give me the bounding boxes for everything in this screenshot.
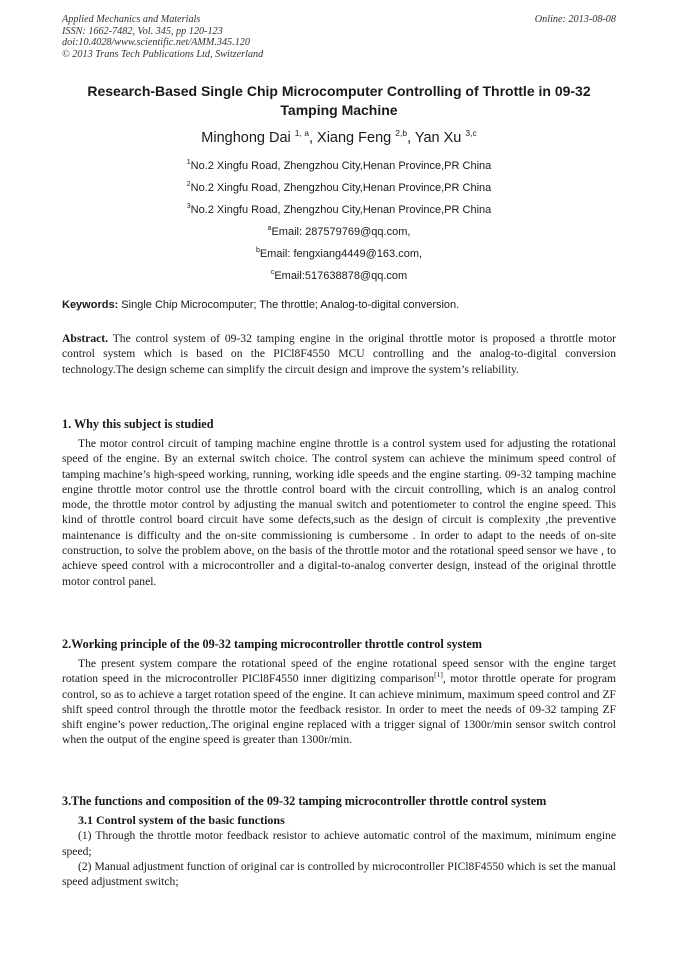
abstract xyxy=(62,331,616,377)
paragraph-text: , motor throttle operate for program control, so as to achieve a target rotation speed of the engine. It can achieve minimum, maximum speed control and ZF shift speed control through the throttle motor the feedback resistor. In order to meet the needs of 09-32 tamping ZF shift engine’s power reduction,.The original engine replaced with a trigger signal of 1300r/min sensor switch control when the output of the engine speed is greater than 1300r/min. xyxy=(62,672,617,747)
journal-copyright: © 2013 Trans Tech Publications Ltd, Switzerland xyxy=(62,48,264,60)
author-name: Xiang Feng xyxy=(317,130,392,146)
subsection-heading: 3.1 Control system of the basic functions xyxy=(78,813,285,827)
section-paragraph: The motor control circuit of tamping machine engine throttle is a control system used for adjusting the rotational speed of the engine. By an external switch choice. The control system can achieve the minimum speed control of tamping machine’s high-speed working, running, working idle speeds and the engine starting. 09-32 tamping machine engine throttle motor control use the throttle control board with the circuit controlling, which is an analog control mode, the throttle motor control by adjusting the manual switch and potentiometer to control the engine speed. This kind of throttle control board circuit have some defects,such as the design of circuit is complexity ,the preventive maintenance is difficulty and the on-site commissioning is cumbersome . In order to adapt to the needs of on-site construction, to solve the problem above, on the basis of the throttle motor and the rotational speed sensor we have , to achieve speed control with a microcontroller and a digital-to-analog converter design, instead of the original throttle motor control panel. xyxy=(62,437,616,588)
email-text: Email:517638878@qq.com xyxy=(274,270,408,282)
email-superscript: b xyxy=(255,247,260,254)
affiliation-superscript: 2 xyxy=(186,181,191,188)
affiliation-text: No.2 Xingfu Road, Zhengzhou City,Henan Province,PR China xyxy=(190,204,492,216)
section-heading: 3.The functions and composition of the 09-32 tamping microcontroller throttle control system xyxy=(62,794,547,808)
author-list: Minghong Dai $^{1, a}$, Xiang Feng $^{2,b}$, Yan Xu $^{3,c}$ xyxy=(201,128,477,146)
email-text: Email: fengxiang4449@163.com, xyxy=(259,248,423,260)
list-item: (1) Through the throttle motor feedback resistor to achieve automatic control of the maximum, minimum engine speed; xyxy=(62,829,616,858)
keywords xyxy=(62,298,616,313)
paragraph-text: The present system compare the rotational speed of the engine rotational speed sensor with the engine target rotation speed in the microcontroller PICl8F4550 inner digitizing comparison xyxy=(62,657,616,686)
journal-issn: ISSN: 1662-7482, Vol. 345, pp 120-123 xyxy=(62,25,223,37)
affiliation-superscript: 3 xyxy=(186,203,191,210)
keywords-text: Single Chip Microcomputer; The throttle; Analog-to-digital conversion. xyxy=(118,299,460,311)
citation: [1] xyxy=(434,670,443,680)
affiliation-line xyxy=(62,177,616,199)
section-3 xyxy=(62,794,616,889)
author-name: Minghong Dai xyxy=(201,130,291,146)
author-name: Yan Xu xyxy=(414,130,462,146)
section-paragraph xyxy=(62,656,616,748)
affiliation-line xyxy=(62,155,616,177)
section-heading: 1. Why this subject is studied xyxy=(62,417,214,431)
affiliation-superscript: 1 xyxy=(186,159,191,166)
author-superscript: 3,c xyxy=(465,128,477,138)
paper-title: Research-Based Single Chip Microcomputer Controlling of Throttle in 09-32 Tamping Machine xyxy=(87,83,591,118)
email-line xyxy=(62,265,616,287)
email-line xyxy=(62,221,616,243)
journal-header xyxy=(62,14,616,60)
list-item: (2) Manual adjustment function of original car is controlled by microcontroller PICl8F4550 which is set the manual speed adjustment switch; xyxy=(62,859,616,889)
email-superscript: c xyxy=(270,269,275,276)
author-superscript: 1, a xyxy=(294,128,309,138)
abstract-label: Abstract. xyxy=(62,332,109,345)
email-line xyxy=(62,243,616,265)
affiliation-line xyxy=(62,199,616,221)
author-superscript: 2,b xyxy=(395,128,408,138)
section-1 xyxy=(62,417,616,589)
affiliation-text: No.2 Xingfu Road, Zhengzhou City,Henan Province,PR China xyxy=(190,160,492,172)
keywords-label: Keywords: xyxy=(62,299,119,311)
abstract-text: The control system of 09-32 tamping engine in the original throttle motor is proposed a throttle motor control system which is based on the PICl8F4550 MCU controlling and the analog-to-digital conversion technology.The design scheme can simplify the circuit design and improve the system’s reliability. xyxy=(62,332,616,376)
journal-doi: doi:10.4028/www.scientific.net/AMM.345.120 xyxy=(62,37,250,49)
journal-name: Applied Mechanics and Materials xyxy=(62,14,201,25)
affiliations xyxy=(62,155,616,287)
online-date: Online: 2013-08-08 xyxy=(534,14,616,25)
section-2 xyxy=(62,637,616,748)
email-text: Email: 287579769@qq.com, xyxy=(271,226,411,238)
affiliation-text: No.2 Xingfu Road, Zhengzhou City,Henan Province,PR China xyxy=(190,182,492,194)
section-heading: 2.Working principle of the 09-32 tamping microcontroller throttle control system xyxy=(62,637,482,651)
email-superscript: a xyxy=(267,225,272,232)
